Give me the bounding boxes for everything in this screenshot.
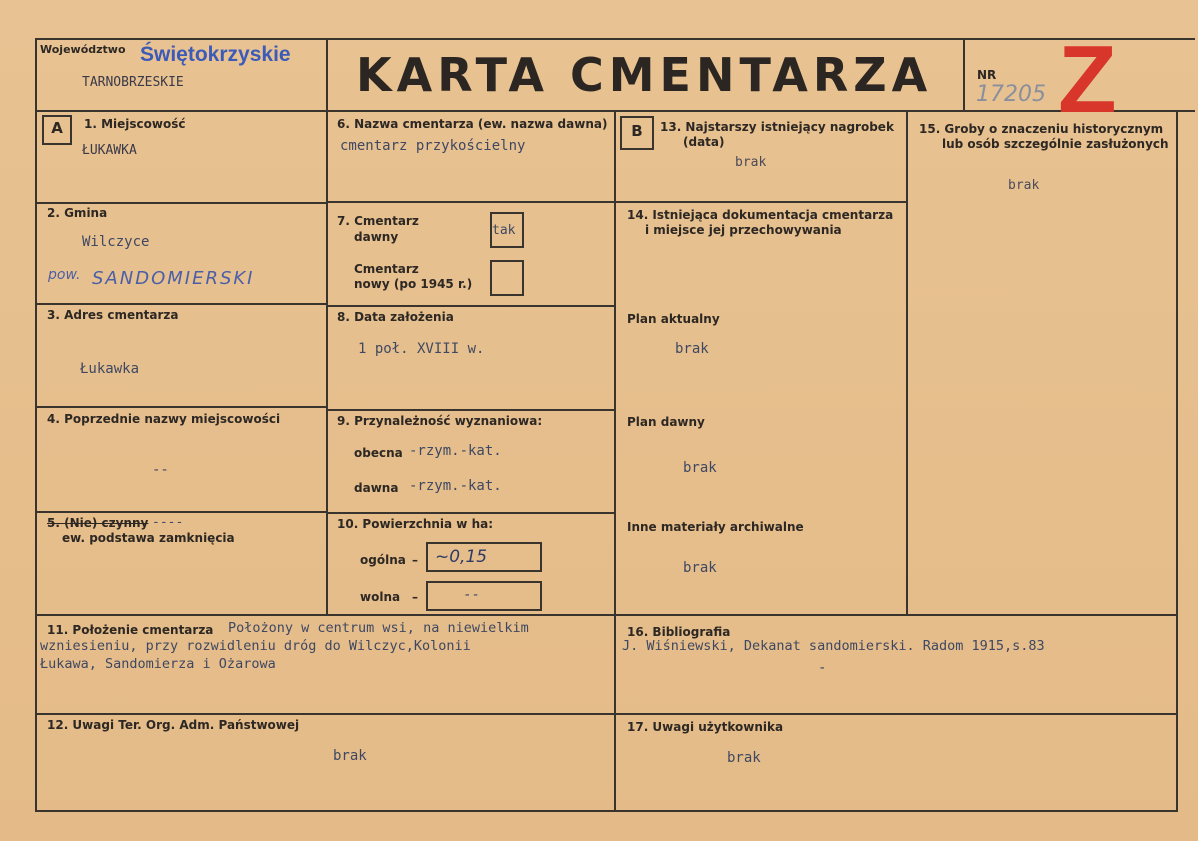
- location-label: 11. Położenie cmentarza: [47, 623, 214, 637]
- cemetery-name-label: 6. Nazwa cmentarza (ew. nazwa dawna): [337, 117, 608, 131]
- current-denomination-label: obecna: [354, 446, 403, 460]
- current-plan-value: brak: [675, 341, 709, 357]
- user-notes-value: brak: [727, 750, 761, 766]
- old-cemetery-label-2: dawny: [354, 230, 399, 244]
- row-line: [614, 201, 908, 203]
- header-sep-1: [326, 38, 328, 112]
- voivodeship-stamp: Świętokrzyskie: [140, 43, 291, 66]
- archive-materials-label: Inne materiały archiwalne: [627, 520, 804, 534]
- oldest-tombstone-value: brak: [735, 155, 767, 170]
- location-line-3: Łukawa, Sandomierza i Ożarowa: [40, 656, 276, 672]
- historic-graves-label-2: lub osób szczególnie zasłużonych: [942, 137, 1169, 151]
- former-denomination-label: dawna: [354, 481, 399, 495]
- section-b-letter: B: [631, 122, 643, 140]
- page-title: KARTA CMENTARZA: [356, 48, 933, 102]
- row-line: [35, 202, 328, 204]
- active-status-dashes: ----: [152, 515, 184, 530]
- row-line: [35, 511, 328, 513]
- row-line-full: [35, 713, 1178, 715]
- cemetery-name-value: cmentarz przykościelny: [340, 138, 526, 154]
- old-cemetery-label: 7. Cmentarz: [337, 214, 419, 228]
- oldest-tombstone-label-2: (data): [683, 135, 725, 149]
- row-line: [326, 512, 616, 514]
- category-letter: Z: [1058, 26, 1117, 133]
- documentation-label-2: i miejsce jej przechowywania: [645, 223, 842, 237]
- county-value: SANDOMIERSKI: [92, 268, 255, 289]
- area-label: 10. Powierzchnia w ha:: [337, 517, 494, 531]
- former-names-value: --: [152, 462, 169, 478]
- frame-top: [35, 38, 1195, 40]
- admin-notes-value: brak: [333, 748, 367, 764]
- user-notes-label: 17. Uwagi użytkownika: [627, 720, 784, 734]
- locality-label: 1. Miejscowość: [84, 117, 186, 131]
- address-value: Łukawka: [80, 361, 140, 377]
- row-line: [35, 303, 328, 305]
- free-area-dash: –: [412, 590, 418, 604]
- location-line-1: Położony w centrum wsi, na niewielkim: [228, 620, 529, 636]
- frame-left: [35, 38, 37, 812]
- founding-date-label: 8. Data założenia: [337, 310, 454, 324]
- former-denomination-value: -rzym.-kat.: [409, 478, 502, 494]
- current-plan-label: Plan aktualny: [627, 312, 720, 326]
- oldest-tombstone-label: 13. Najstarszy istniejący nagrobek: [660, 120, 894, 134]
- bibliography-label: 16. Bibliografia: [627, 625, 731, 639]
- bibliography-dash: -: [818, 660, 827, 676]
- commune-value: Wilczyce: [82, 234, 150, 250]
- frame-bottom: [35, 810, 1177, 812]
- col-sep-1: [326, 110, 328, 616]
- old-plan-label: Plan dawny: [627, 415, 705, 429]
- col-sep-2: [614, 110, 616, 810]
- free-area-value: --: [463, 587, 480, 603]
- section-a-letter: A: [51, 119, 63, 137]
- location-line-2: wzniesieniu, przy rozwidleniu dróg do Wilczyc,Kolonii: [40, 638, 471, 654]
- total-area-dash: –: [412, 553, 418, 567]
- row-line-full: [35, 614, 1178, 616]
- historic-graves-label: 15. Groby o znaczeniu historycznym: [919, 122, 1164, 136]
- former-names-label: 4. Poprzednie nazwy miejscowości: [47, 412, 281, 426]
- frame-right: [1176, 110, 1178, 812]
- old-plan-value: brak: [683, 460, 717, 476]
- admin-notes-label: 12. Uwagi Ter. Org. Adm. Państwowej: [47, 718, 300, 732]
- free-area-box: [426, 581, 542, 611]
- active-status-label: 5. (Nie) czynny: [47, 516, 149, 530]
- founding-date-value: 1 poł. XVIII w.: [358, 341, 485, 357]
- bibliography-value: J. Wiśniewski, Dekanat sandomierski. Radom 1915,s.83: [622, 638, 1045, 654]
- row-line: [35, 406, 328, 408]
- locality-value: ŁUKAWKA: [82, 143, 137, 158]
- archive-materials-value: brak: [683, 560, 717, 576]
- denomination-label: 9. Przynależność wyznaniowa:: [337, 414, 543, 428]
- current-denomination-value: -rzym.-kat.: [409, 443, 502, 459]
- total-area-value: ~0,15: [435, 547, 488, 567]
- number-label: NR: [977, 68, 997, 82]
- total-area-label: ogólna: [360, 553, 406, 567]
- voivodeship-label: Województwo: [40, 43, 126, 56]
- new-cemetery-label: Cmentarz: [354, 262, 419, 276]
- commune-label: 2. Gmina: [47, 206, 108, 220]
- historic-graves-value: brak: [1008, 178, 1040, 193]
- col-sep-3: [906, 110, 908, 616]
- closure-basis-label: ew. podstawa zamknięcia: [62, 531, 235, 545]
- old-cemetery-value: tak: [492, 223, 516, 238]
- record-number: 17205: [976, 82, 1046, 107]
- row-line: [326, 409, 616, 411]
- row-line: [326, 305, 616, 307]
- county-prefix: pow.: [48, 267, 81, 283]
- free-area-label: wolna: [360, 590, 401, 604]
- documentation-label: 14. Istniejąca dokumentacja cmentarza: [627, 208, 894, 222]
- voivodeship-typed: TARNOBRZESKIE: [82, 75, 184, 90]
- header-sep-2: [963, 38, 965, 112]
- address-label: 3. Adres cmentarza: [47, 308, 179, 322]
- new-cemetery-label-2: nowy (po 1945 r.): [354, 277, 473, 291]
- row-line: [326, 201, 616, 203]
- new-cemetery-checkbox: [490, 260, 524, 296]
